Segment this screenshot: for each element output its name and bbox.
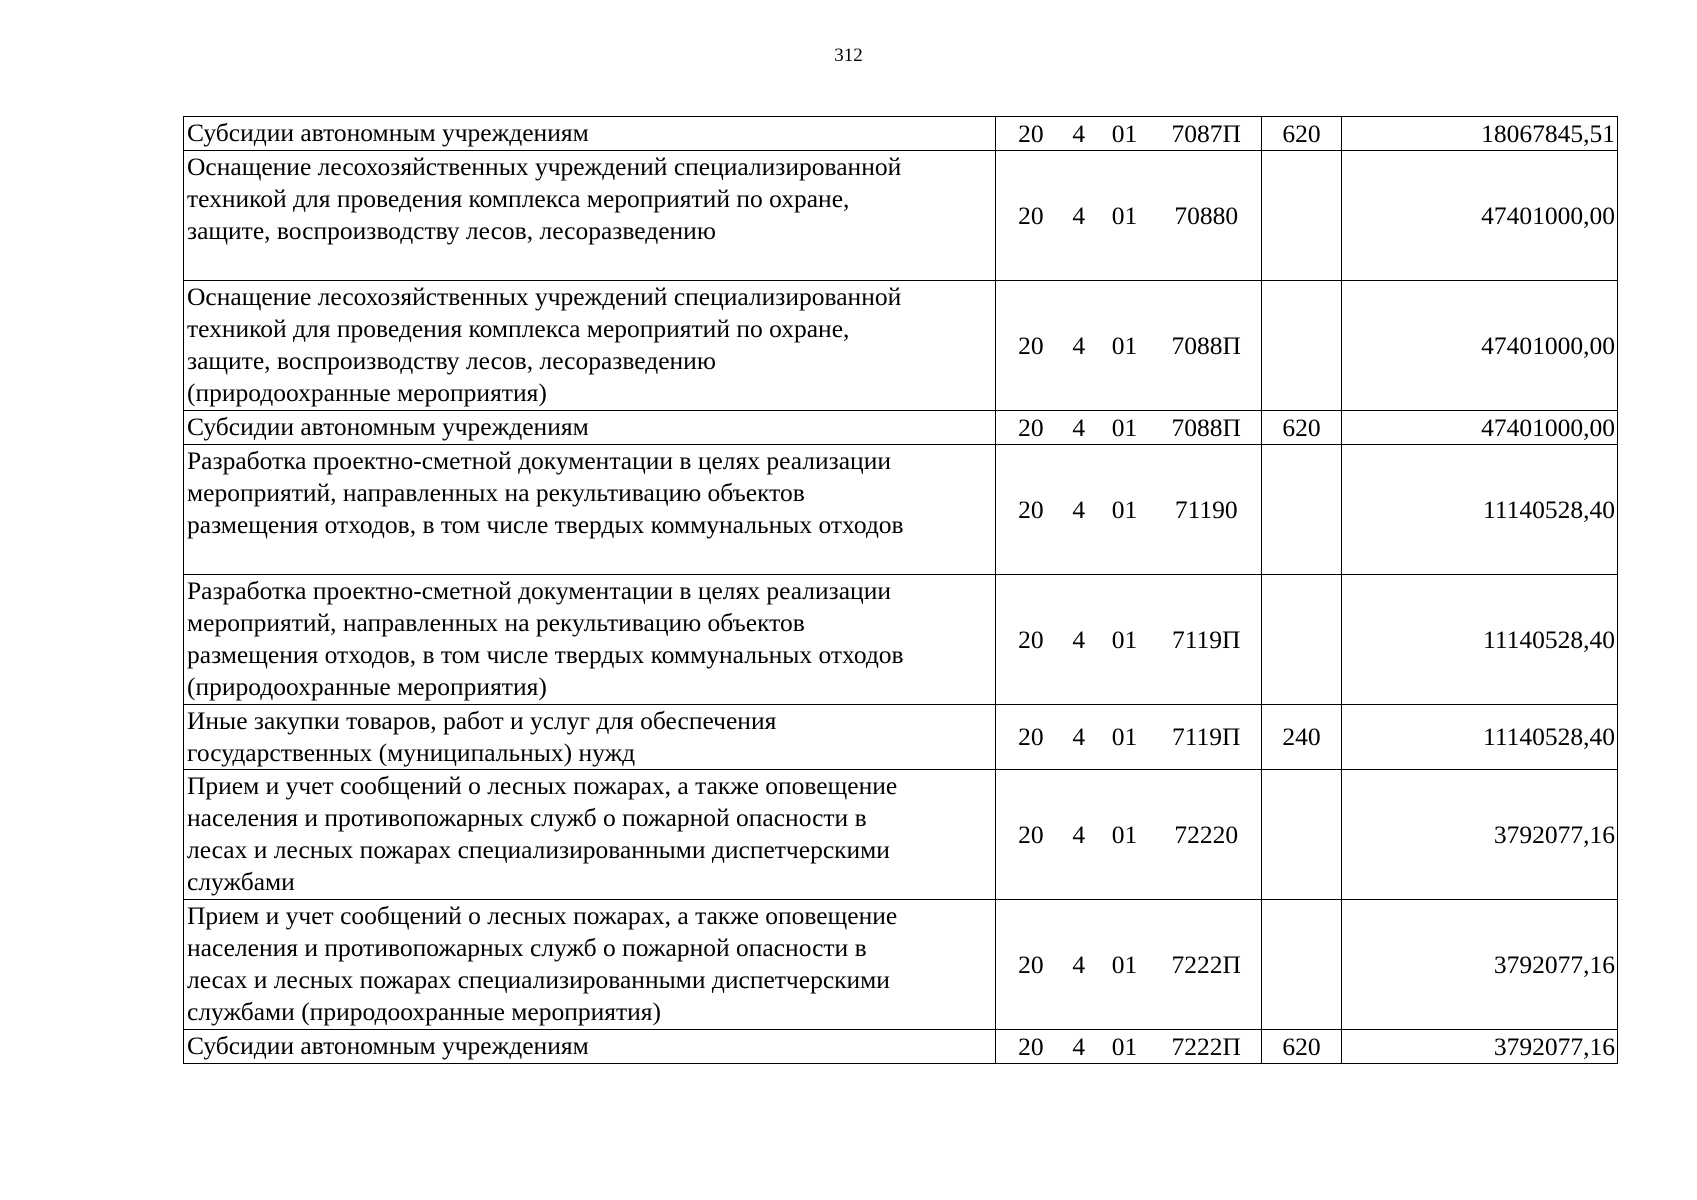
code-ex: 01 xyxy=(1111,722,1138,751)
row-amount: 3792077,16 xyxy=(1342,1030,1618,1064)
table-row xyxy=(184,151,1618,281)
code-vr xyxy=(1262,575,1342,705)
code-gr: 20 xyxy=(1018,118,1044,148)
table-row xyxy=(184,705,1618,770)
code-ex: 01 xyxy=(1111,200,1138,230)
code-dir: 7222П xyxy=(1171,1031,1241,1061)
row-description: Разработка проектно-сметной документации в целях реализации мероприятий, направленных на рекультивацию объектов размещения отходов, в том числе твердых коммунальных отходов (природоохранные мероприятия) xyxy=(184,575,996,705)
code-gr: 20 xyxy=(1018,200,1044,230)
code-ex: 01 xyxy=(1111,494,1138,524)
row-description: Разработка проектно-сметной документации в целях реализации мероприятий, направленных на рекультивацию объектов размещения отходов, в том числе твердых коммунальных отходов xyxy=(184,445,996,575)
code-cell xyxy=(996,575,1262,705)
code-gr: 20 xyxy=(1018,494,1044,524)
code-ex: 01 xyxy=(1111,624,1138,654)
row-amount: 18067845,51 xyxy=(1342,117,1618,151)
code-sub: 4 xyxy=(1072,200,1086,230)
page-number: 312 xyxy=(834,45,863,66)
code-vr xyxy=(1262,281,1342,411)
row-amount: 47401000,00 xyxy=(1342,411,1618,445)
table-row xyxy=(184,117,1618,151)
code-gr: 20 xyxy=(1018,330,1044,360)
table-row xyxy=(184,411,1618,445)
code-dir: 7119П xyxy=(1171,722,1241,751)
table-row xyxy=(184,900,1618,1030)
code-sub: 4 xyxy=(1072,330,1086,360)
code-ex: 01 xyxy=(1111,118,1138,148)
code-sub: 4 xyxy=(1072,949,1086,979)
code-vr: 620 xyxy=(1262,117,1342,151)
code-dir: 72220 xyxy=(1174,819,1239,849)
row-description: Субсидии автономным учреждениям xyxy=(184,1030,996,1064)
table-row xyxy=(184,770,1618,900)
code-vr: 620 xyxy=(1262,411,1342,445)
code-vr xyxy=(1262,151,1342,281)
code-ex: 01 xyxy=(1111,412,1138,442)
code-dir: 7119П xyxy=(1171,624,1241,654)
code-vr: 240 xyxy=(1262,705,1342,770)
row-description: Прием и учет сообщений о лесных пожарах, а также оповещение населения и противопожарных служб о пожарной опасности в лесах и лесных пожарах специализированными диспетчерскими службами xyxy=(184,770,996,900)
row-amount: 3792077,16 xyxy=(1342,900,1618,1030)
code-ex: 01 xyxy=(1111,1031,1138,1061)
code-dir: 7088П xyxy=(1171,330,1241,360)
code-sub: 4 xyxy=(1072,412,1086,442)
row-description: Субсидии автономным учреждениям xyxy=(184,411,996,445)
code-dir: 71190 xyxy=(1174,494,1238,524)
code-cell xyxy=(996,445,1262,575)
code-sub: 4 xyxy=(1072,722,1086,751)
code-cell xyxy=(996,770,1262,900)
code-gr: 20 xyxy=(1018,624,1044,654)
table-row xyxy=(184,1030,1618,1064)
code-cell xyxy=(996,411,1262,445)
row-amount: 47401000,00 xyxy=(1342,281,1618,411)
code-vr xyxy=(1262,770,1342,900)
code-cell xyxy=(996,151,1262,281)
row-amount: 3792077,16 xyxy=(1342,770,1618,900)
table-row xyxy=(184,575,1618,705)
code-vr xyxy=(1262,900,1342,1030)
code-cell xyxy=(996,900,1262,1030)
row-description: Иные закупки товаров, работ и услуг для обеспечения государственных (муниципальных) нужд xyxy=(184,705,996,770)
code-gr: 20 xyxy=(1018,722,1044,751)
code-dir: 7087П xyxy=(1171,118,1241,148)
code-ex: 01 xyxy=(1111,330,1138,360)
code-sub: 4 xyxy=(1072,1031,1086,1061)
code-sub: 4 xyxy=(1072,624,1086,654)
code-vr xyxy=(1262,445,1342,575)
code-cell xyxy=(996,705,1262,770)
code-gr: 20 xyxy=(1018,1031,1044,1061)
code-ex: 01 xyxy=(1111,819,1138,849)
row-amount: 11140528,40 xyxy=(1342,445,1618,575)
code-gr: 20 xyxy=(1018,819,1044,849)
code-cell xyxy=(996,1030,1262,1064)
code-sub: 4 xyxy=(1072,118,1086,148)
code-ex: 01 xyxy=(1111,949,1138,979)
code-gr: 20 xyxy=(1018,949,1044,979)
table-row xyxy=(184,281,1618,411)
code-vr: 620 xyxy=(1262,1030,1342,1064)
code-sub: 4 xyxy=(1072,494,1086,524)
code-dir: 70880 xyxy=(1174,200,1239,230)
code-cell xyxy=(996,117,1262,151)
row-description: Оснащение лесохозяйственных учреждений специализированной техникой для проведения комплекса мероприятий по охране, защите, воспроизводству лесов, лесоразведению (природоохранные мероприятия) xyxy=(184,281,996,411)
row-amount: 47401000,00 xyxy=(1342,151,1618,281)
row-amount: 11140528,40 xyxy=(1342,575,1618,705)
table-row xyxy=(184,445,1618,575)
code-sub: 4 xyxy=(1072,819,1086,849)
row-description: Субсидии автономным учреждениям xyxy=(184,117,996,151)
code-gr: 20 xyxy=(1018,412,1044,442)
budget-table xyxy=(183,116,1618,1064)
row-amount: 11140528,40 xyxy=(1342,705,1618,770)
code-cell xyxy=(996,281,1262,411)
row-description: Оснащение лесохозяйственных учреждений специализированной техникой для проведения комплекса мероприятий по охране, защите, воспроизводству лесов, лесоразведению xyxy=(184,151,996,281)
code-dir: 7088П xyxy=(1171,412,1241,442)
row-description: Прием и учет сообщений о лесных пожарах, а также оповещение населения и противопожарных служб о пожарной опасности в лесах и лесных пожарах специализированными диспетчерскими службами (природоохранные мероприятия) xyxy=(184,900,996,1030)
code-dir: 7222П xyxy=(1171,949,1241,979)
